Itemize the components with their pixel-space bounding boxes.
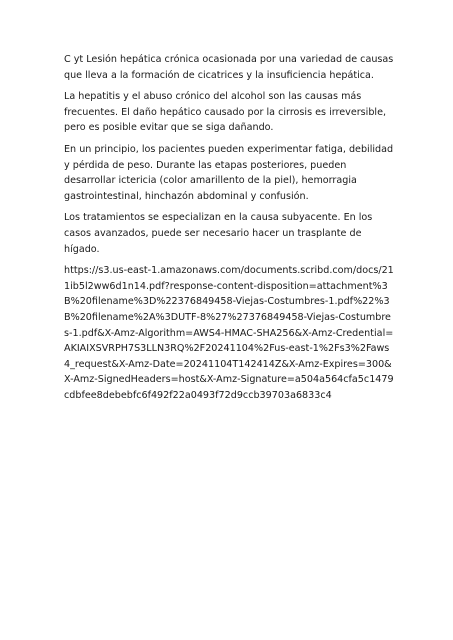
url-text: https://s3.us-east-1.amazonaws.com/documents.scribd.com/docs/211ib5l2ww6d1n14.pdf?response-content-disposition=attachment%3B%20filename%3D%22376849458-Viejas-Costumbres-1.pdf%22%3B%20filename%2A%3DUTF-8%27%27376849458-Viejas-Costumbres-1.pdf&X-Amz-Algorithm=AWS4-HMAC-SHA256&X-Amz-Credential=AKIAIXSVRPH7S3LLN3RQ%2F20241104%2Fus-east-1%2Fs3%2Faws4_request&X-Amz-Date=20241104T142414Z&X-Amz-Expires=300&X-Amz-SignedHeaders=host&X-Amz-Signature=a504a564cfa5c1479cdbfee8debebfc6f492f22a0493f72d9ccb39703a6833c4	[64, 265, 394, 401]
paragraph-definition: C yt Lesión hepática crónica ocasionada por una variedad de causas que lleva a la formación de cicatrices y la insuficiencia hepática.	[64, 54, 394, 81]
paragraph-treatment: Los tratamientos se especializan en la causa subyacente. En los casos avanzados, puede ser necesario hacer un trasplante de hígado.	[64, 212, 373, 255]
document-body	[64, 52, 394, 403]
paragraph-causes: La hepatitis y el abuso crónico del alcohol son las causas más frecuentes. El daño hepático causado por la cirrosis es irreversible, pero es posible evitar que se siga dañando.	[64, 91, 387, 134]
paragraph-symptoms: En un principio, los pacientes pueden experimentar fatiga, debilidad y pérdida de peso. Durante las etapas posteriores, pueden desarrollar ictericia (color amarillento de la piel), hemorragia gastrointestinal, hinchazón abdominal y confusión.	[64, 143, 394, 202]
